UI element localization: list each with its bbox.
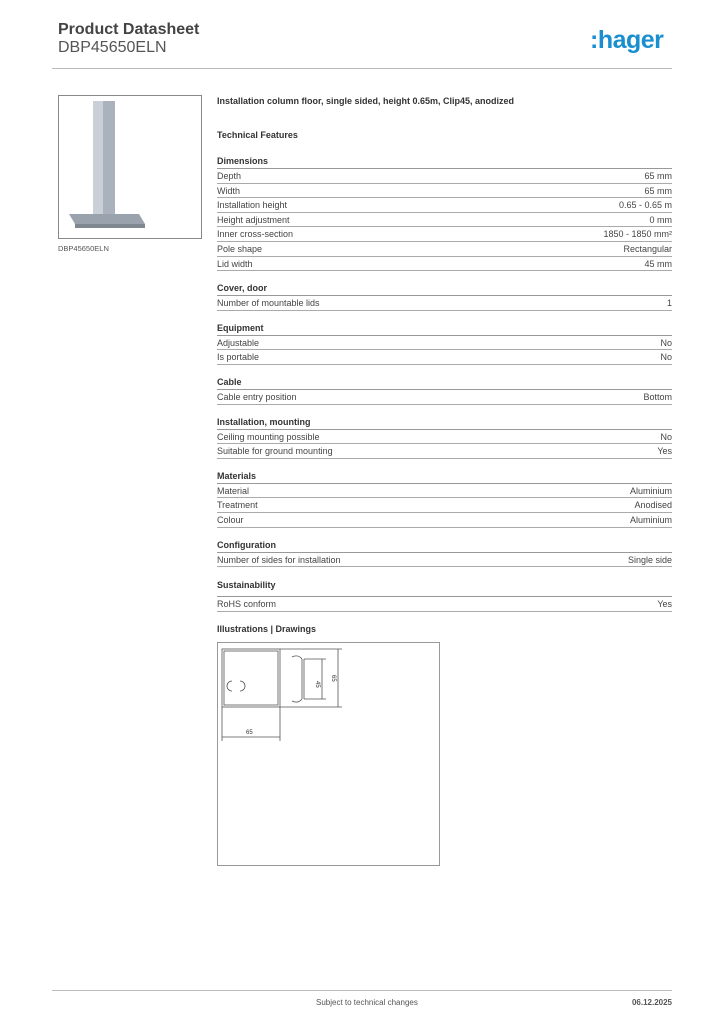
row-value: 65 mm [644,185,672,196]
row-label: Treatment [217,500,258,511]
section-dimensions [217,155,672,271]
footer-note: Subject to technical changes [316,998,418,1007]
section-materials [217,470,672,528]
table-row [217,430,672,445]
table-row [217,242,672,257]
row-label: Installation height [217,200,288,211]
table-row [217,390,672,405]
row-value: Single side [627,554,672,565]
row-value: 0.65 - 0.65 m [618,200,672,211]
row-value: 65 mm [644,171,672,181]
row-label: Lid width [217,258,253,269]
table-row [217,296,672,311]
row-value: 0 mm [649,214,672,225]
row-value: Rectangular [623,243,672,254]
table-row [217,227,672,242]
row-label: Width [217,185,241,196]
table-row [217,336,672,351]
image-caption: DBP45650ELN [58,244,109,253]
row-label: Cable entry position [217,391,297,402]
section-heading: Cover, door [217,282,672,296]
page-title: Product Datasheet [58,21,200,38]
header-divider [52,68,672,69]
table-row [217,444,672,459]
table-row [217,553,672,568]
section-heading: Sustainability [217,579,672,597]
table-row [217,513,672,528]
table-row [217,350,672,365]
row-label: Is portable [217,352,260,363]
row-label: Colour [217,514,244,525]
row-value: Yes [657,446,672,457]
technical-features-heading: Technical Features [217,130,298,140]
row-label: RoHS conform [217,599,277,610]
table-row [217,198,672,213]
section-cable [217,376,672,405]
section-heading: Dimensions [217,155,672,169]
row-value: 1850 - 1850 mm² [603,229,672,240]
height-dimension: 65 [330,675,336,682]
row-value: Aluminium [629,514,672,525]
table-row [217,169,672,184]
section-cover-door [217,282,672,311]
width-dimension: 65 [246,730,253,736]
row-label: Suitable for ground mounting [217,446,333,457]
technical-drawing [217,642,440,866]
row-label: Number of sides for installation [217,554,341,565]
illustrations-heading: Illustrations | Drawings [217,624,317,634]
table-row [217,597,672,612]
table-row [217,213,672,228]
row-label: Number of mountable lids [217,298,320,309]
row-label: Ceiling mounting possible [217,431,320,442]
section-installation-mounting [217,416,672,459]
row-label: Material [217,485,250,496]
row-label: Adjustable [217,337,260,348]
table-row [217,184,672,199]
footer-date: 06.12.2025 [631,998,672,1007]
section-heading: Materials [217,470,672,484]
hager-logo: :hager [590,26,664,54]
row-value: Yes [657,599,672,610]
table-row [217,484,672,499]
row-value: No [660,431,672,442]
row-value: No [660,352,672,363]
product-description: Installation column floor, single sided, height 0.65m, Clip45, anodized [217,96,515,106]
product-image [58,95,202,239]
row-value: 45 mm [644,258,672,269]
row-value: No [660,337,672,348]
table-row [217,257,672,272]
row-label: Pole shape [217,243,263,254]
row-value: Bottom [643,391,672,402]
section-heading: Installation, mounting [217,416,672,430]
row-label: Height adjustment [217,214,290,225]
row-label: Depth [217,171,242,181]
footer-divider [52,990,672,991]
table-row [217,498,672,513]
technical-content [217,96,672,612]
section-equipment [217,322,672,365]
section-heading: Configuration [217,539,672,553]
row-value: 1 [666,298,672,309]
product-code: DBP45650ELN [58,39,167,56]
section-sustainability [217,579,672,612]
lid-dimension: 45 [314,681,320,688]
section-configuration [217,539,672,568]
row-label: Inner cross-section [217,229,294,240]
row-value: Aluminium [629,485,672,496]
section-heading: Cable [217,376,672,390]
section-heading: Equipment [217,322,672,336]
row-value: Anodised [634,500,672,511]
